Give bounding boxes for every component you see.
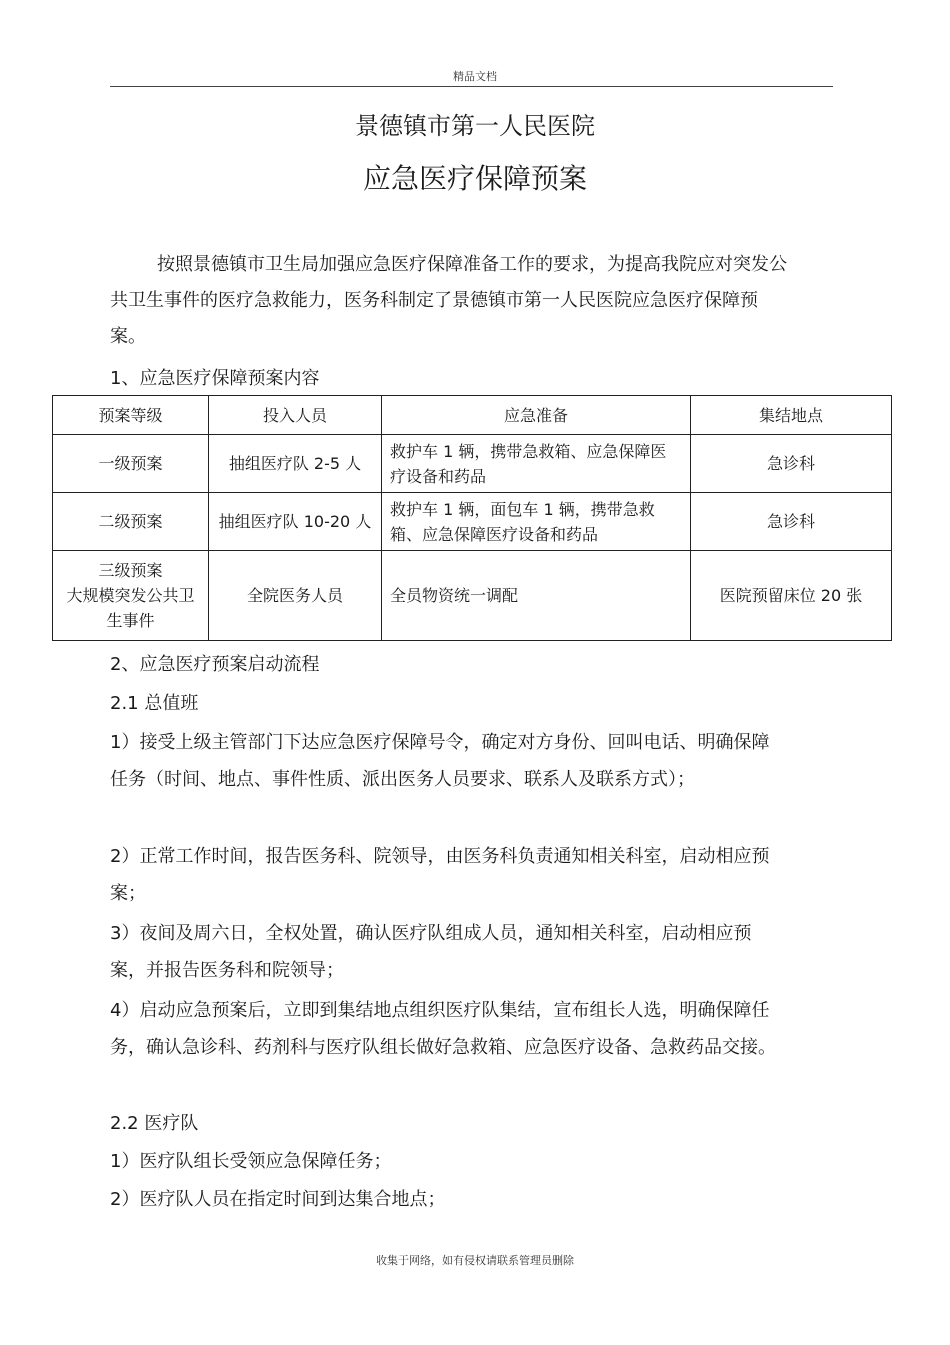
subsection-2-2-heading: 2.2 医疗队	[110, 1113, 199, 1134]
table-header-cell: 集结地点	[691, 396, 892, 435]
table-cell-location: 医院预留床位 20 张	[691, 551, 892, 641]
subsection-2-1-heading: 2.1 总值班	[110, 693, 199, 714]
table-cell-preparation: 救护车 1 辆，携带急救箱、应急保障医疗设备和药品	[382, 435, 691, 493]
table-header-cell: 投入人员	[209, 396, 382, 435]
hospital-title: 景德镇市第一人民医院	[355, 112, 595, 140]
table-cell-personnel: 抽组医疗队 2-5 人	[209, 435, 382, 493]
table-cell-level: 三级预案 大规模突发公共卫生事件	[53, 551, 209, 641]
table-header-cell: 预案等级	[53, 396, 209, 435]
plan-table	[52, 395, 892, 641]
table-row	[53, 435, 892, 493]
section-2-heading: 2、应急医疗预案启动流程	[110, 654, 320, 675]
list-item: 4）启动应急预案后，立即到集结地点组织医疗队集结，宣布组长人选，明确保障任务，确认急诊科、药剂科与医疗队组长做好急救箱、应急医疗设备、急救药品交接。	[110, 1000, 776, 1058]
table-cell-preparation: 救护车 1 辆，面包车 1 辆，携带急救箱、应急保障医疗设备和药品	[382, 493, 691, 551]
table-cell-personnel: 抽组医疗队 10-20 人	[209, 493, 382, 551]
header-note: 精品文档	[453, 70, 497, 83]
header-divider	[110, 86, 833, 87]
table-header-row	[53, 396, 892, 435]
list-item: 3）夜间及周六日，全权处置，确认医疗队组成人员，通知相关科室，启动相应预案，并报告医务科和院领导；	[110, 923, 752, 981]
section-1-heading: 1、应急医疗保障预案内容	[110, 368, 320, 389]
table-cell-preparation: 全员物资统一调配	[382, 551, 691, 641]
footer-note: 收集于网络，如有侵权请联系管理员删除	[376, 1254, 574, 1267]
table-row	[53, 551, 892, 641]
table-cell-personnel: 全院医务人员	[209, 551, 382, 641]
table-cell-level: 二级预案	[53, 493, 209, 551]
table-header-cell: 应急准备	[382, 396, 691, 435]
list-item: 2）医疗队人员在指定时间到达集合地点；	[110, 1189, 446, 1210]
intro-paragraph: 按照景德镇市卫生局加强应急医疗保障准备工作的要求，为提高我院应对突发公共卫生事件的医疗急救能力，医务科制定了景德镇市第一人民医院应急医疗保障预案。	[110, 254, 787, 347]
list-item: 2）正常工作时间，报告医务科、院领导，由医务科负责通知相关科室，启动相应预案；	[110, 846, 770, 904]
table-cell-level: 一级预案	[53, 435, 209, 493]
table-cell-location: 急诊科	[691, 435, 892, 493]
list-item: 1）接受上级主管部门下达应急医疗保障号令，确定对方身份、回叫电话、明确保障任务（时间、地点、事件性质、派出医务人员要求、联系人及联系方式）；	[110, 732, 770, 790]
table-cell-location: 急诊科	[691, 493, 892, 551]
list-item: 1）医疗队组长受领应急保障任务；	[110, 1151, 392, 1172]
table-row	[53, 493, 892, 551]
document-title: 应急医疗保障预案	[362, 162, 587, 195]
